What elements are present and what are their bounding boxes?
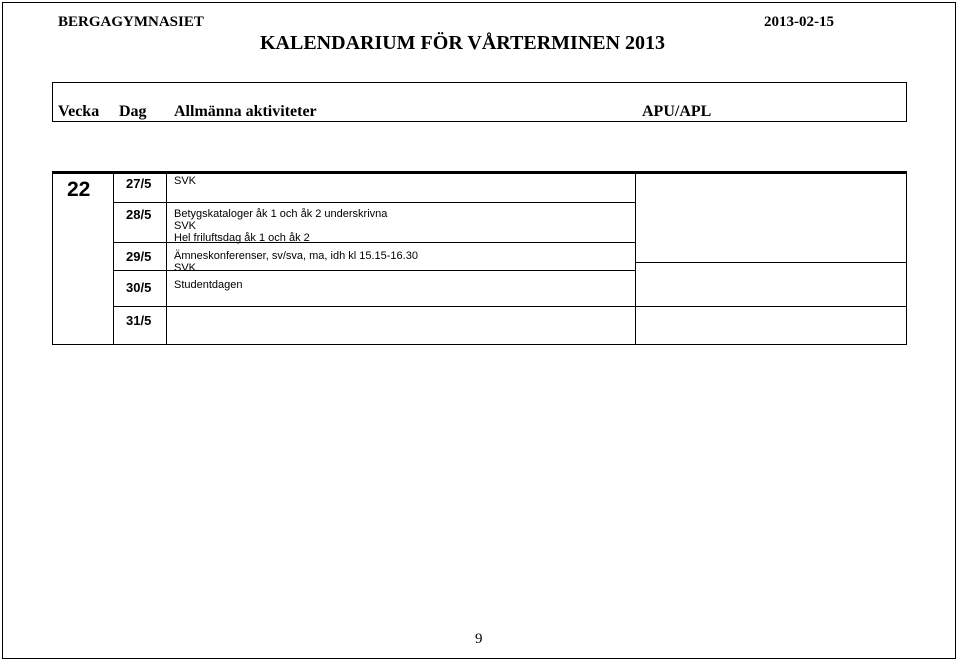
divider-activity-apu xyxy=(635,172,636,344)
day-date: 29/5 xyxy=(126,249,152,264)
column-header-row xyxy=(52,82,907,122)
row-divider xyxy=(113,202,635,203)
column-header-week: Vecka xyxy=(58,103,100,120)
activity-line: SVK xyxy=(174,262,197,274)
document-date: 2013-02-15 xyxy=(764,14,834,30)
activity-line: Studentdagen xyxy=(174,279,243,291)
activity-line: SVK xyxy=(174,220,197,232)
activity-line: SVK xyxy=(174,175,197,187)
page-number: 9 xyxy=(475,631,483,647)
activity-line: Hel friluftsdag åk 1 och åk 2 xyxy=(174,232,310,244)
school-name: BERGAGYMNASIET xyxy=(58,14,204,30)
column-header-day: Dag xyxy=(119,103,147,120)
day-date: 31/5 xyxy=(126,313,152,328)
apu-row-divider xyxy=(635,262,906,263)
divider-week-day xyxy=(113,172,114,344)
column-header-activities: Allmänna aktiviteter xyxy=(174,103,317,120)
week-block xyxy=(52,171,907,345)
day-date: 28/5 xyxy=(126,207,152,222)
row-divider xyxy=(113,306,635,307)
page-title: KALENDARIUM FÖR VÅRTERMINEN 2013 xyxy=(260,32,666,54)
week-top-border xyxy=(53,172,906,174)
day-date: 30/5 xyxy=(126,280,152,295)
day-date: 27/5 xyxy=(126,176,152,191)
activity-line: Betygskataloger åk 1 och åk 2 underskrivna xyxy=(174,208,388,220)
activity-line: Ämneskonferenser, sv/sva, ma, idh kl 15.15-16.30 xyxy=(174,250,418,262)
divider-day-activity xyxy=(166,172,167,344)
apu-row-divider xyxy=(635,306,906,307)
week-number: 22 xyxy=(67,178,91,201)
column-header-apu: APU/APL xyxy=(642,103,712,120)
